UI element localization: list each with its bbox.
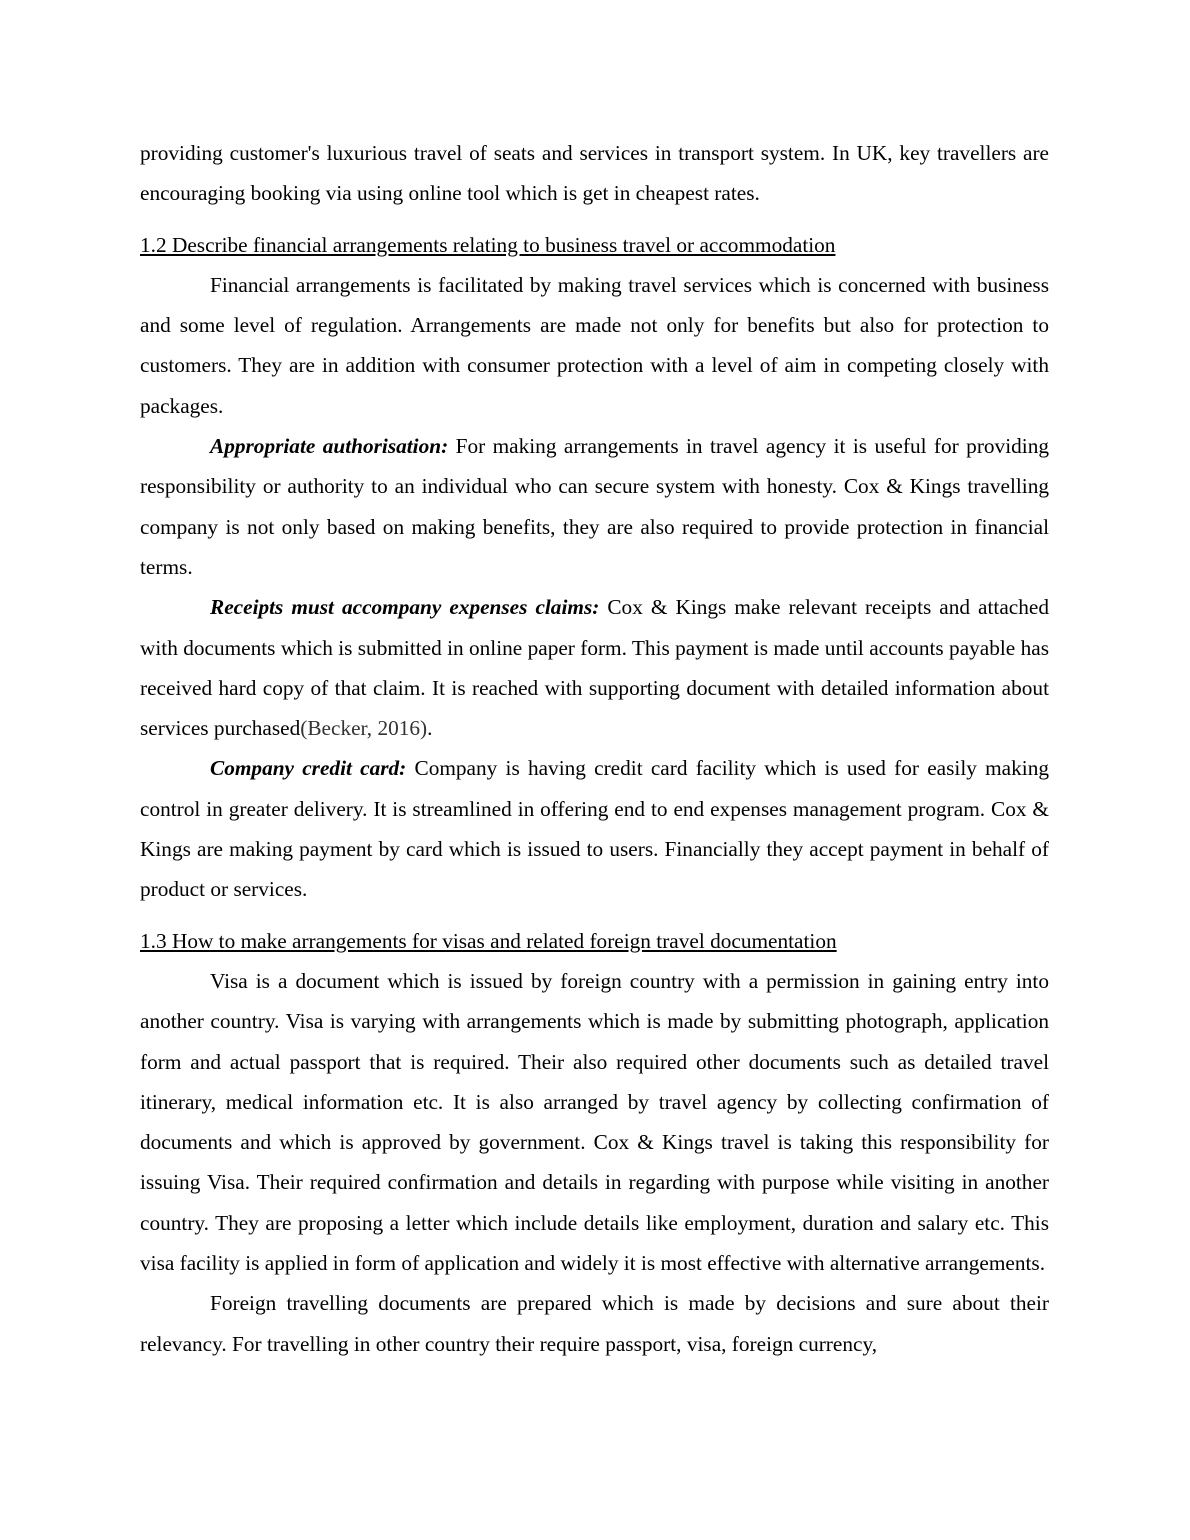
document-page — [140, 133, 1049, 1364]
paragraph-receipts — [140, 587, 1049, 748]
paragraph-appropriate-authorisation — [140, 426, 1049, 587]
paragraph-financial-arrangements: Financial arrangements is facilitated by making travel services which is concerned with business and some level of regulation. Arrangements are made not only for benefits but also for protection to customers. They are in addition with consumer protection with a level of aim in competing closely with packages. — [140, 272, 1049, 418]
paragraph-end: . — [427, 716, 433, 741]
paragraph-body: For making arrangements in travel agency it is useful for providing responsibility or authority to an individual who can secure system with honesty. Cox & Kings travelling company is not only based on making benefits, they are also required to provide protection in financial terms. — [140, 434, 1049, 579]
section-heading-1-3: 1.3 How to make arrangements for visas and related foreign travel documentation — [140, 928, 837, 953]
term-appropriate-authorisation: Appropriate authorisation: — [210, 434, 449, 459]
paragraph-intro: providing customer's luxurious travel of seats and services in transport system. In UK, key travellers are encouraging booking via using online tool which is get in cheapest rates. — [140, 141, 1049, 206]
paragraph-company-credit-card — [140, 748, 1049, 909]
paragraph-body: Company is having credit card facility which is used for easily making control in greater delivery. It is streamlined in offering end to end expenses management program. Cox & Kings are making payment by card which is issued to users. Financially they accept payment in behalf of product or services. — [140, 756, 1049, 902]
section-heading-1-2: 1.2 Describe financial arrangements relating to business travel or accommodation — [140, 232, 836, 257]
paragraph-body: Cox & Kings make relevant receipts and attached with documents which is submitted in online paper form. This payment is made until accounts payable has received hard copy of that claim. It is reached with supporting document with detailed information about services purchased — [140, 595, 1050, 741]
citation: (Becker, 2016) — [300, 716, 428, 741]
term-receipts-expenses-claims: Receipts must accompany expenses claims: — [210, 595, 600, 620]
paragraph-visa: Visa is a document which is issued by foreign country with a permission in gaining entry into another country. Visa is varying with arrangements which is made by submitting photograph, application form and actual passport that is required. Their also required other documents such as detailed travel itinerary, medical information etc. It is also arranged by travel agency by collecting confirmation of documents and which is approved by government. Cox & Kings travel is taking this responsibility for issuing Visa. Their required confirmation and details in regarding with purpose while visiting in another country. They are proposing a letter which include details like employment, duration and salary etc. This visa facility is applied in form of application and widely it is most effective with alternative arrangements. — [140, 968, 1049, 1276]
term-company-credit-card: Company credit card: — [210, 756, 407, 781]
paragraph-foreign-documents: Foreign travelling documents are prepared which is made by decisions and sure about their relevancy. For travelling in other country their require passport, visa, foreign currency, — [140, 1291, 1049, 1356]
